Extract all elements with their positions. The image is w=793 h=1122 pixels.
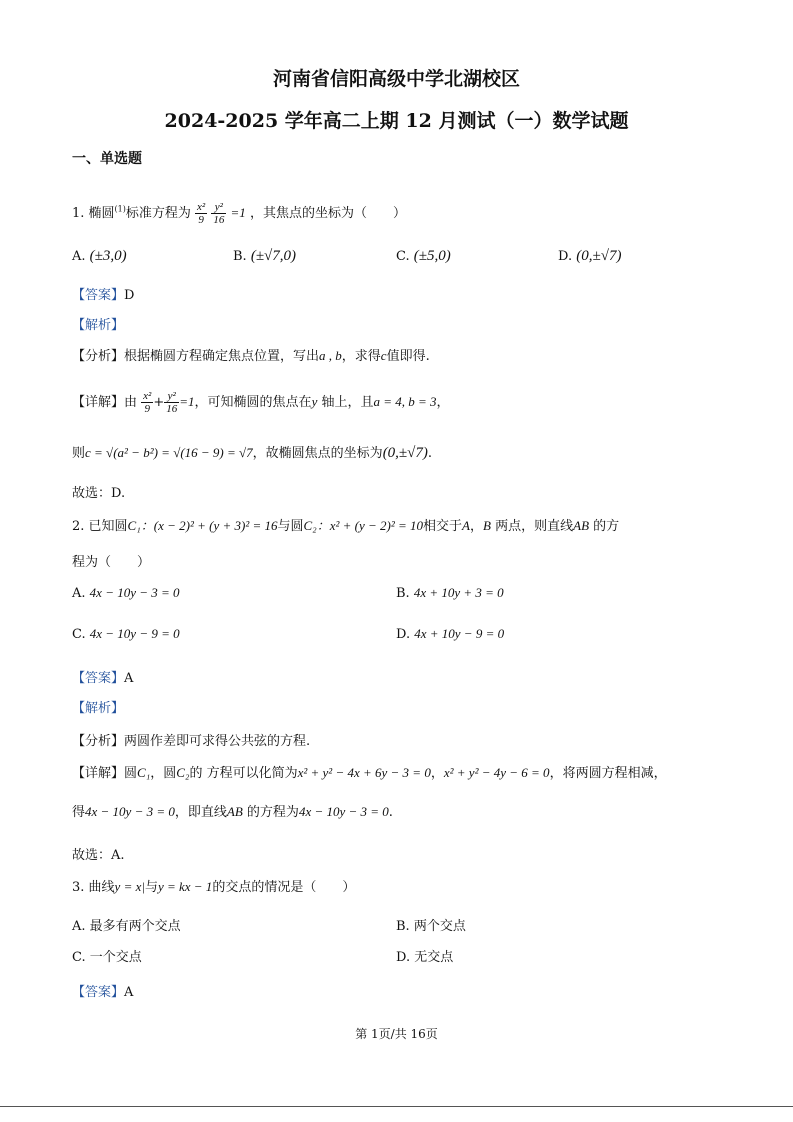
q3-option-c[interactable]: C. 一个交点 [72,950,142,965]
q1-frac-x: $\frac{\text{x²}}{9}$ [197,201,206,226]
document-title-exam: 2024-2025 学年高二上期 12 月测试（一）数学试题 [164,110,629,132]
q2-stem: 2. 已知圆C₁：(x − 2)² + (y + 3)² = 16与圆C₂：x² + (y − 2)² = 10相交于A，B 两点，则直线AB 的方 [72,518,620,534]
q1-conclusion: 则c = √(a² − b²) = √(16 − 9) = √7，故椭圆焦点的坐标为(0,±√7). [72,445,433,461]
q2-result: 得4x − 10y − 3 = 0，即直线AB 的方程为4x − 10y − 3 = 0. [72,804,393,820]
q2-answer: 【答案】A [72,671,134,686]
q2-fenxi: 【分析】两圆作差即可求得公共弦的方程. [72,734,311,749]
q1-eq-rest: =1 [230,205,246,220]
q3-option-b[interactable]: B. 两个交点 [396,919,466,934]
q1-option-c[interactable]: C. (±5,0) [396,248,451,264]
q1-answer: 【答案】D [72,288,135,303]
q2-jiexi: 【解析】 [72,701,125,716]
q3-answer: 【答案】A [72,985,134,1000]
q1-option-b[interactable]: B. (±√7,0) [233,248,297,264]
q1-prefix: 1. 椭圆 [72,206,115,221]
q1-frac-y: $\frac{\text{y²}}{16}$ [213,201,225,226]
q1-mid: 标准方程为 [125,206,191,221]
q1-xiangjie: 【详解】由 $\frac{\text{x²}}{9}$ + $\frac{\text{y²}}{16}$ =1，可知椭圆的焦点在y 轴上，且a = 4, b = 3， [72,390,450,415]
page-footer: 第 1页/共 16页 [355,1027,438,1041]
q2-stem-line2: 程为（ ） [72,555,151,570]
q1-option-d[interactable]: D. (0,±√7) [558,248,622,264]
q2-option-b[interactable]: B. 4x + 10y + 3 = 0 [396,585,504,601]
q2-xiangjie: 【详解】圆C₁，圆C₂的 方程可以化简为x² + y² − 4x + 6y − 3 = 0，x² + y² − 4y − 6 = 0，将两圆方程相减， [72,765,667,781]
q2-option-d[interactable]: D. 4x + 10y − 9 = 0 [396,626,505,642]
document-title-school: 河南省信阳高级中学北湖校区 [272,68,520,90]
section-heading: 一、单选题 [72,151,142,167]
q2-option-c[interactable]: C. 4x − 10y − 9 = 0 [72,626,180,642]
q3-option-d[interactable]: D. 无交点 [396,950,454,965]
q1-suffix: ，其焦点的坐标为（ ） [249,206,406,221]
q1-jiexi: 【解析】 [72,318,125,333]
q2-guxuan: 故选：A. [72,848,125,863]
q3-stem: 3. 曲线y = x|与y = kx − 1的交点的情况是（ ） [72,879,356,895]
q1-fenxi: 【分析】根据椭圆方程确定焦点位置，写出a , b，求得c值即得. [72,348,430,364]
q2-option-a[interactable]: A. 4x − 10y − 3 = 0 [72,585,180,601]
q1-option-a[interactable]: A. (±3,0) [72,248,127,264]
q1-guxuan: 故选：D. [72,486,126,501]
page-bottom-rule [0,1106,793,1107]
q3-option-a[interactable]: A. 最多有两个交点 [72,919,181,934]
q1-stem: 1. 椭圆$^{(1)}$标准方程为 $\frac{\text{x²}}{9}$ $\frac{\text{y²}}{16}$ =1 ，其焦点的坐标为（ ） [72,201,406,226]
